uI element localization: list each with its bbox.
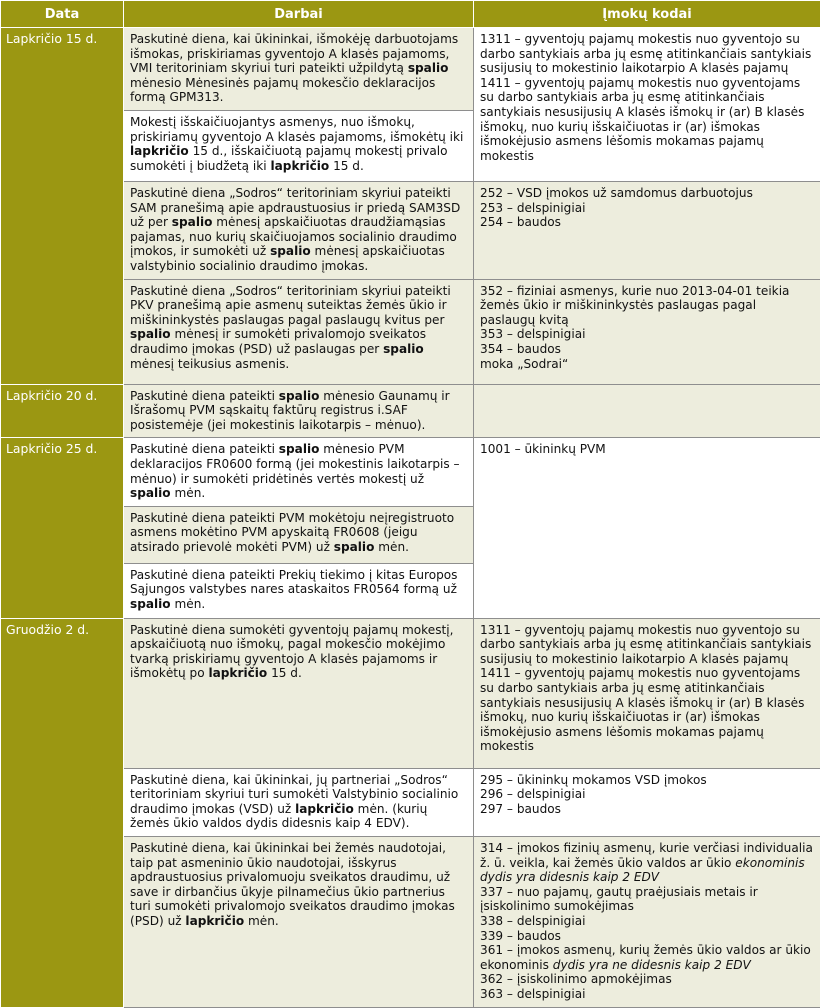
task-cell: Paskutinė diena „Sodros“ teritoriniam skyriui pateikti PKV pranešimą apie asmenų suteiktas žemės ūkio ir miškininkystės paslaugas pagal paslaugų kvitus per spalio mėnesį ir sumokėti privalomojo sveikatos draudimo įmokas (PSD) už paslaugas per spalio mėnesį teikusius asmenis. [124, 279, 474, 384]
task-cell: Mokestį išskaičiuojantys asmenys, nuo išmokų, priskiriamų gyventojo A klasės pajamoms, išmokėtų iki lapkričio 15 d., išskaičiuotą pajamų mokestį privalo sumokėti į biudžetą iki lapkričio 15 d. [124, 110, 474, 181]
code-cell: 1001 – ūkininkų PVM [474, 438, 820, 618]
code-cell: 1311 – gyventojų pajamų mokestis nuo gyventojo su darbo santykiais arba jų esmę atitinkančiais santykiais susijusių to mokestinio laikotarpio A klasės pajamų 1411 – gyventojų pajamų mokestis nuo gyventojams su darbo santykiais arba jų esmę atitinkančiais santykiais nesusijusių A klasės išmokų ir (ar) B klasės išmokų, nuo kurių išskaičiuotas ir (ar) išmokas išmokėjusio asmens lėšomis mokamas pajamų mokestis [474, 618, 820, 768]
table-row [1, 279, 820, 384]
code-cell: 1311 – gyventojų pajamų mokestis nuo gyventojo su darbo santykiais arba jų esmę atitinkančiais santykiais susijusių to mokestinio laikotarpio A klasės pajamų 1411 – gyventojų pajamų mokestis nuo gyventojams su darbo santykiais arba jų esmę atitinkančiais santykiais nesusijusių A klasės išmokų ir (ar) B klasės išmokų, nuo kurių išskaičiuotas ir (ar) išmokas išmokėjusio asmens lėšomis mokamas pajamų mokestis [474, 28, 820, 182]
date-cell: Lapkričio 20 d. [1, 384, 124, 438]
task-cell: Paskutinė diena „Sodros“ teritoriniam skyriui pateikti SAM pranešimą apie apdraustuosius ir priedą SAM3SD už per spalio mėnesį apskaičiuotas draudžiamąsias pajamas, nuo kurių skaičiuojamos socialinio draudimo įmokos, ir sumokėti už spalio mėnesį apskaičiuotas valstybinio socialinio draudimo įmokas. [124, 181, 474, 279]
header-date: Data [1, 1, 124, 28]
code-cell [474, 384, 820, 438]
date-cell: Lapkričio 25 d. [1, 438, 124, 618]
code-cell: 314 – įmokos fizinių asmenų, kurie verčiasi individualia ž. ū. veikla, kai žemės ūkio valdos ar ūkio ekonominis dydis yra didesnis kaip 2 EDV 337 – nuo pajamų, gautų praėjusiais metais ir įsiskolinimo sumokėjimas 338 – delspinigiai 339 – baudos 361 – įmokos asmenų, kurių žemės ūkio valdos ar ūkio ekonominis dydis yra ne didesnis kaip 2 EDV 362 – įsiskolinimo apmokėjimas 363 – delspinigiai [474, 837, 820, 1008]
table-row [1, 438, 820, 506]
task-cell: Paskutinė diena pateikti spalio mėnesio Gaunamų ir Išrašomų PVM sąskaitų faktūrų registrus i.SAF posistemėje (jei mokestinis laikotarpis – mėnuo). [124, 384, 474, 438]
code-cell: 295 – ūkininkų mokamos VSD įmokos 296 – delspinigiai 297 – baudos [474, 768, 820, 836]
table-row [1, 618, 820, 768]
table-row [1, 384, 820, 438]
header-work: Darbai [124, 1, 474, 28]
header-codes: Įmokų kodai [474, 1, 820, 28]
task-cell: Paskutinė diena, kai ūkininkai, jų partneriai „Sodros“ teritoriniam skyriui turi sumokėti Valstybinio socialinio draudimo įmokas (VSD) už lapkričio mėn. (kurių žemės ūkio valdos dydis didesnis kaip 4 EDV). [124, 768, 474, 836]
table-row [1, 837, 820, 1008]
table-row [1, 28, 820, 111]
task-cell: Paskutinė diena, kai ūkininkai, išmokėję darbuotojams išmokas, priskiriamas gyventojo A klasės pajamoms, VMI teritoriniam skyriui turi pateikti užpildytą spalio mėnesio Mėnesinės pajamų mokesčio deklaracijos formą GPM313. [124, 28, 474, 111]
table-row [1, 768, 820, 836]
table-header [1, 1, 820, 28]
date-cell: Lapkričio 15 d. [1, 28, 124, 385]
task-cell: Paskutinė diena, kai ūkininkai bei žemės naudotojai, taip pat asmeninio ūkio naudotojai, išskyrus apdraustuosius privalomuoju sveikatos draudimu, už save ir dirbančius ūkyje pilnamečius ūkio partnerius turi sumokėti privalomojo sveikatos draudimo įmokas (PSD) už lapkričio mėn. [124, 837, 474, 1008]
task-cell: Paskutinė diena pateikti Prekių tiekimo į kitas Europos Sąjungos valstybes nares ataskaitos FR0564 formą už spalio mėn. [124, 563, 474, 618]
code-cell: 252 – VSD įmokos už samdomus darbuotojus 253 – delspinigiai 254 – baudos [474, 181, 820, 279]
task-cell: Paskutinė diena pateikti spalio mėnesio PVM deklaracijos FR0600 formą (jei mokestinis laikotarpis – mėnuo) ir sumokėti pridėtinės vertės mokestį už spalio mėn. [124, 438, 474, 506]
task-cell: Paskutinė diena pateikti PVM mokėtoju neįregistruoto asmens mokėtino PVM apyskaitą FR0608 (jeigu atsirado prievolė mokėti PVM) už spalio mėn. [124, 506, 474, 563]
table-row [1, 181, 820, 279]
task-cell: Paskutinė diena sumokėti gyventojų pajamų mokestį, apskaičiuotą nuo išmokų, pagal mokesčio mokėjimo tvarką priskiriamų gyventojo A klasės pajamoms ir išmokėtų po lapkričio 15 d. [124, 618, 474, 768]
date-cell: Gruodžio 2 d. [1, 618, 124, 1007]
code-cell: 352 – fiziniai asmenys, kurie nuo 2013-04-01 teikia žemės ūkio ir miškininkystės paslaugas pagal paslaugų kvitą 353 – delspinigiai 354 – baudos moka „Sodrai“ [474, 279, 820, 384]
